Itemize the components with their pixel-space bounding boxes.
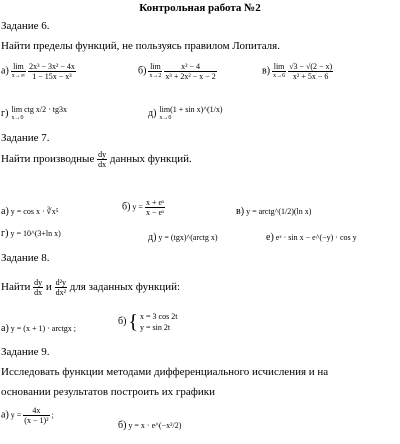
task7-b: б) y = $\frac{\text{x + eˣ}}{\text{x − eˣ}}$ <box>122 198 165 217</box>
task7-a: а) y = cos x · ∛x⁵ <box>1 206 59 217</box>
task7-e: е) eˣ · sin x − e^(−y) · cos y <box>266 232 357 243</box>
task8-heading: Задание 8. <box>1 252 50 264</box>
task6-b: б) $\frac{\lim}{x\to 2}$ $\frac{\text{x² − 4}}{\text{x³ + 2x² − x − 2}}$ <box>138 62 216 81</box>
task9-heading: Задание 9. <box>1 346 50 358</box>
task7-heading: Задание 7. <box>1 132 50 144</box>
task6-v: в) $\frac{\lim}{x\to 6}$ $\frac{√3 - √(2 - x)}{\text{x² + 5x − 6}}$ <box>262 62 333 81</box>
task9-a: а) y = $\frac{4x}{\text{(x − 1)²}}$ ; <box>1 406 54 425</box>
task9-text-line2: основании результатов построить их графики <box>1 386 215 398</box>
task6-heading: Задание 6. <box>1 20 50 32</box>
task7-v: в) y = arctg^(1/2)(ln x) <box>236 206 312 217</box>
task6-a: а) $\frac{\lim}{x\to\infty}$ $\frac{\text{2x³ − 3x² − 4x}}{\text{1 − 15x − x³}}$ <box>1 62 75 81</box>
task6-g: г) lim ctg x/2 · tg3x x→0 <box>1 105 67 121</box>
task8-a: а) y = (x + 1) · arctgx ; <box>1 323 77 334</box>
page-title: Контрольная работа №2 <box>139 2 261 14</box>
task6-d: д) lim(1 + sin x)^(1/x) x→0 <box>148 105 223 121</box>
task7-g: г) y = 10^(3+ln x) <box>1 228 61 239</box>
task8-text: Найти $\frac{dy}{dx}$ и $\frac{\text{d²y}}{\text{dx²}}$ для заданных функций: <box>1 278 181 297</box>
task7-d: д) y = (tgx)^(arctg x) <box>148 232 218 243</box>
task9-b: б) y = x · e^(−x²/2) <box>118 420 182 431</box>
task6-text: Найти пределы функций, не пользуясь правилом Лопиталя. <box>1 40 280 52</box>
task9-text-line1: Исследовать функции методами дифференциального исчисления и на <box>1 366 329 378</box>
task7-text: Найти производные $\frac{dy}{dx}$ данных функций. <box>1 150 192 169</box>
task8-b: б) { x = 3 cos 2t y = sin 2t <box>118 311 178 333</box>
